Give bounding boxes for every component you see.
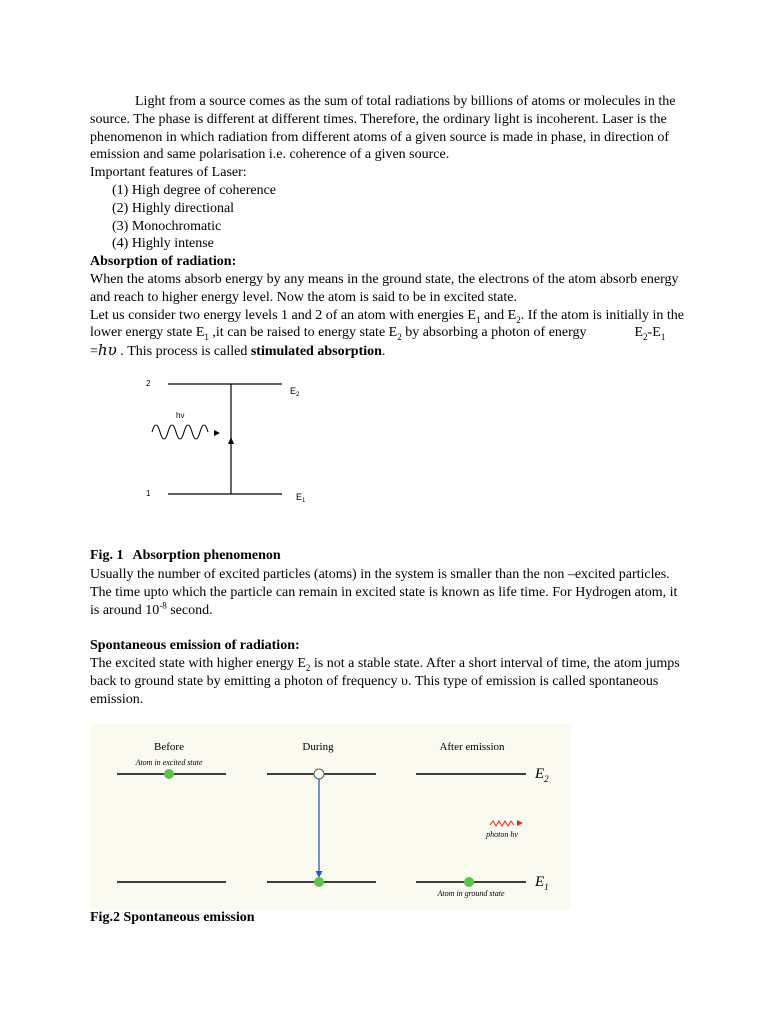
stimulated-absorption-term: stimulated absorption <box>250 344 382 360</box>
column-during-label: During <box>302 741 334 753</box>
fig1-caption: Fig. 1 Absorption phenomenon <box>90 548 281 563</box>
features-list <box>90 182 690 253</box>
spontaneous-heading: Spontaneous emission of radiation: <box>90 638 300 654</box>
photon-label: hν <box>176 411 185 420</box>
excited-atom-note: Atom in excited state <box>135 758 203 767</box>
list-item: (4) Highly intense <box>112 236 214 252</box>
transition-arrowhead <box>228 437 234 444</box>
excited-atom <box>164 769 174 779</box>
list-item: (1) High degree of coherence <box>112 182 277 198</box>
decayed-atom <box>314 877 324 887</box>
photon-arrowhead <box>214 430 220 436</box>
level-2-label: 2 <box>146 379 151 388</box>
absorption-paragraph-2: Let us consider two energy levels 1 and 2 of an atom with energies $E_1$ and $E_2$. If the atom is initially in the lower energy state $E_1$ ,it can be raised to energy state $E_2$ by absorbing a photon of energy $E_2-E_1 =h\upsilon$ . This process is called stimulated absorption. <box>90 307 685 360</box>
energy-e1-label: $E_1$ <box>296 492 306 504</box>
e1-label: $E_1$ <box>535 874 549 892</box>
absorption-paragraph-1: When the atoms absorb energy by any means in the ground state, the electrons of the atom absorb energy and reach to higher energy level. Now the atom is said to be in excited state. <box>90 271 679 305</box>
fig2-caption: Fig.2 Spontaneous emission <box>90 910 255 925</box>
features-title: Important features of Laser: <box>90 165 247 181</box>
spontaneous-emission-diagram <box>90 724 571 909</box>
lifetime-section <box>90 566 690 709</box>
list-item: (3) Monochromatic <box>112 218 222 234</box>
column-before-label: Before <box>154 741 184 753</box>
ground-atom-note: Atom in ground state <box>437 889 505 898</box>
photon-label: photon hv <box>486 830 518 839</box>
document-body <box>90 93 690 361</box>
spontaneous-paragraph: The excited state with higher energy $E_2$ is not a stable state. After a short interval of time, the atom jumps back to ground state by emitting a photon of frequency υ. This type of emission is called spontaneous emission. <box>90 656 680 707</box>
photon-wave <box>152 425 208 439</box>
absorption-diagram <box>140 372 330 508</box>
ground-atom <box>464 877 474 887</box>
e2-label: $E_2$ <box>535 766 549 784</box>
energy-e2-label: $E_2$ <box>290 386 300 398</box>
column-after-label: After emission <box>439 741 505 753</box>
absorption-heading: Absorption of radiation: <box>90 254 237 270</box>
energy-formula: $E_2-E_1 =h\upsilon$ <box>90 325 666 360</box>
level-1-label: 1 <box>146 489 151 498</box>
vacated-state <box>314 769 324 779</box>
list-item: (2) Highly directional <box>112 200 235 216</box>
intro-paragraph: Light from a source comes as the sum of total radiations by billions of atoms or molecules in the source. The phase is different at different times. Therefore, the ordinary light is incoherent. Laser is the phenomenon in which radiation from different atoms of a given source is made in phase, in direction of emission and same polarisation i.e. coherence of a given source. <box>90 94 676 163</box>
lifetime-paragraph: Usually the number of excited particles (atoms) in the system is smaller than the non –excited particles. The time upto which the particle can remain in excited state is known as life time. For Hydrogen atom, it is around $10^{-8}$ second. <box>90 567 678 618</box>
